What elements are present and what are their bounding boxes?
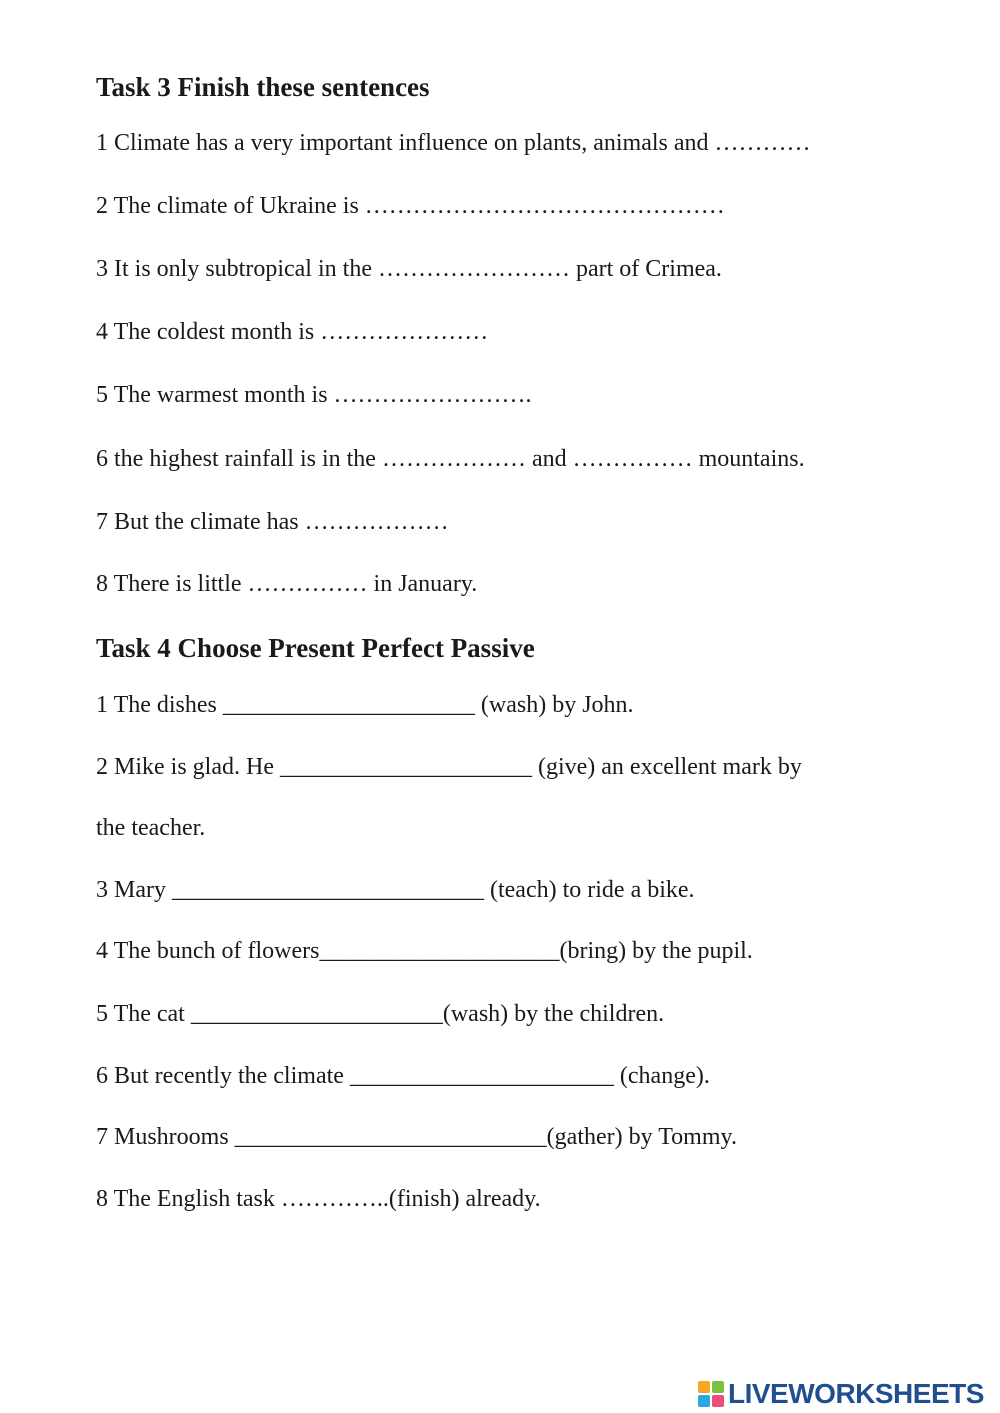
brand-name: LIVEWORKSHEETS [728, 1378, 984, 1409]
task3-sentence-3: 3 It is only subtropical in the …………………… part of Crimea. [96, 256, 722, 282]
task3-sentence-6: 6 the highest rainfall is in the ……………… and …………… mountains. [96, 446, 805, 472]
task4-sentence-4: 4 The bunch of flowers____________________(bring) by the pupil. [96, 938, 753, 964]
task4-sentence-1: 1 The dishes _____________________ (wash) by John. [96, 692, 634, 718]
task3-sentence-8: 8 There is little …………… in January. [96, 571, 478, 597]
liveworksheets-brand [698, 1378, 984, 1410]
task3-heading: Task 3 Finish these sentences [96, 72, 430, 102]
logo-tile [698, 1395, 710, 1407]
task4-sentence-7: 7 Mushrooms __________________________(gather) by Tommy. [96, 1124, 737, 1150]
task4-heading: Task 4 Choose Present Perfect Passive [96, 633, 535, 663]
task3-sentence-5: 5 The warmest month is ……………………. [96, 382, 532, 408]
task3-sentence-2: 2 The climate of Ukraine is ……………………………………… [96, 193, 725, 219]
task3-sentence-7: 7 But the climate has ……………… [96, 509, 449, 535]
liveworksheets-logo-icon [698, 1381, 724, 1407]
task3-sentence-1: 1 Climate has a very important influence on plants, animals and ………… [96, 130, 811, 156]
task4-sentence-6: 6 But recently the climate ______________________ (change). [96, 1063, 710, 1089]
task4-sentence-5: 5 The cat _____________________(wash) by the children. [96, 1001, 665, 1027]
task4-sentence-3: 3 Mary __________________________ (teach) to ride a bike. [96, 877, 695, 903]
logo-tile [712, 1381, 724, 1393]
logo-tile [712, 1395, 724, 1407]
task4-sentence-8: 8 The English task …………..(finish) already. [96, 1186, 541, 1212]
task4-sentence-2: 2 Mike is glad. He _____________________ (give) an excellent mark by [96, 754, 802, 780]
logo-tile [698, 1381, 710, 1393]
task3-sentence-4: 4 The coldest month is ………………… [96, 319, 489, 345]
task4-sentence-2-continued: the teacher. [96, 815, 206, 841]
